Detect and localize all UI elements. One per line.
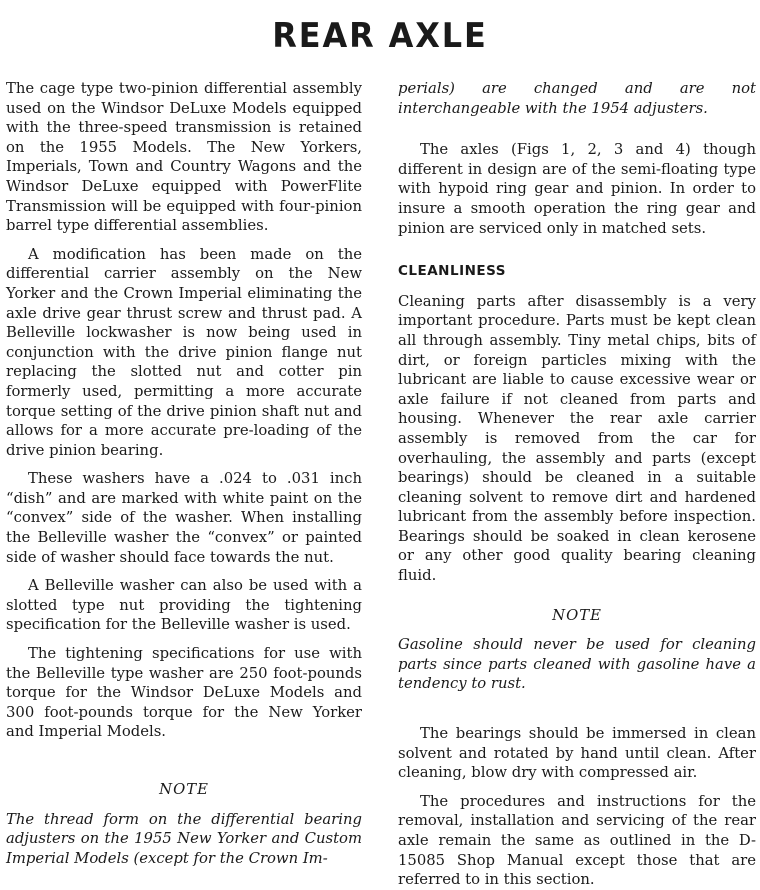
note-text: The thread form on the differential bearing adjusters on the 1955 New Yorker and Custom Imperial Models (except for the Crown Im- (6, 810, 362, 867)
paragraph: The bearings should be immersed in clean solvent and rotated by hand until clean. After cleaning, blow dry with compressed air. (398, 725, 756, 782)
paragraph: The axles (Figs 1, 2, 3 and 4) though different in design are of the semi-floating type with hypoid ring gear and pinion. In order to insure a smooth operation the ring gear and pinion are serviced only in matched sets. (398, 141, 756, 237)
paragraph: These washers have a .024 to .031 inch “dish” and are marked with white paint on the “convex” side of the washer. When installing the Belleville washer the “convex” or painted side of washer should face towards the nut. (6, 470, 362, 566)
section-heading: CLEANLINESS (398, 263, 506, 280)
right-column (398, 79, 756, 890)
paragraph: The procedures and instructions for the removal, installation and servicing of the rear axle remain the same as outlined in the D-15085 Shop Manual except those that are referred to in this section. (398, 792, 756, 889)
paragraph: Cleaning parts after disassembly is a very important procedure. Parts must be kept clean all through assembly. Tiny metal chips, bits of dirt, or foreign particles mixing with the lubricant are liable to cause excessive wear or axle failure if not cleaned from parts and housing. Whenever the rear axle carrier assembly is removed from the car for overhauling, the assembly and parts (except bearings) should be cleaned in a suitable cleaning solvent to remove dirt and hardened lubricant from the assembly before inspection. Bearings should be soaked in clean kerosene or any other good quality bearing cleaning fluid. (398, 292, 756, 585)
paragraph: The tightening specifications for use with the Belleville type washer are 250 foot-pounds torque for the Windsor DeLuxe Models and 300 foot-pounds torque for the New Yorker and Imperial Models. (6, 645, 362, 741)
note-text: Gasoline should never be used for cleaning parts since parts cleaned with gasoline have a tendency to rust. (398, 636, 756, 693)
note-heading: NOTE (552, 606, 602, 624)
page-title: REAR AXLE (272, 16, 488, 56)
note-heading: NOTE (159, 781, 209, 798)
left-column (6, 79, 362, 868)
paragraph: The cage type two-pinion differential assembly used on the Windsor DeLuxe Models equipped with the three-speed transmission is retained on the 1955 Models. The New Yorkers, Imperials, Town and Country Wagons and the Windsor DeLuxe equipped with PowerFlite Transmission will be equipped with four-pinion barrel type differential assemblies. (6, 80, 362, 235)
note-text-continued: perials) are changed and are not interchangeable with the 1954 adjusters. (398, 80, 756, 117)
paragraph: A modification has been made on the differential carrier assembly on the New Yorker and the Crown Imperial eliminating the axle drive gear thrust screw and thrust pad. A Belleville lockwasher is now being used in conjunction with the drive pinion flange nut replacing the slotted nut and cotter pin formerly used, permitting a more accurate torque setting of the drive pinion shaft nut and allows for a more accurate pre-loading of the drive pinion bearing. (6, 245, 362, 459)
paragraph: A Belleville washer can also be used with a slotted type nut providing the tightening specification for the Belleville washer is used. (6, 577, 362, 634)
